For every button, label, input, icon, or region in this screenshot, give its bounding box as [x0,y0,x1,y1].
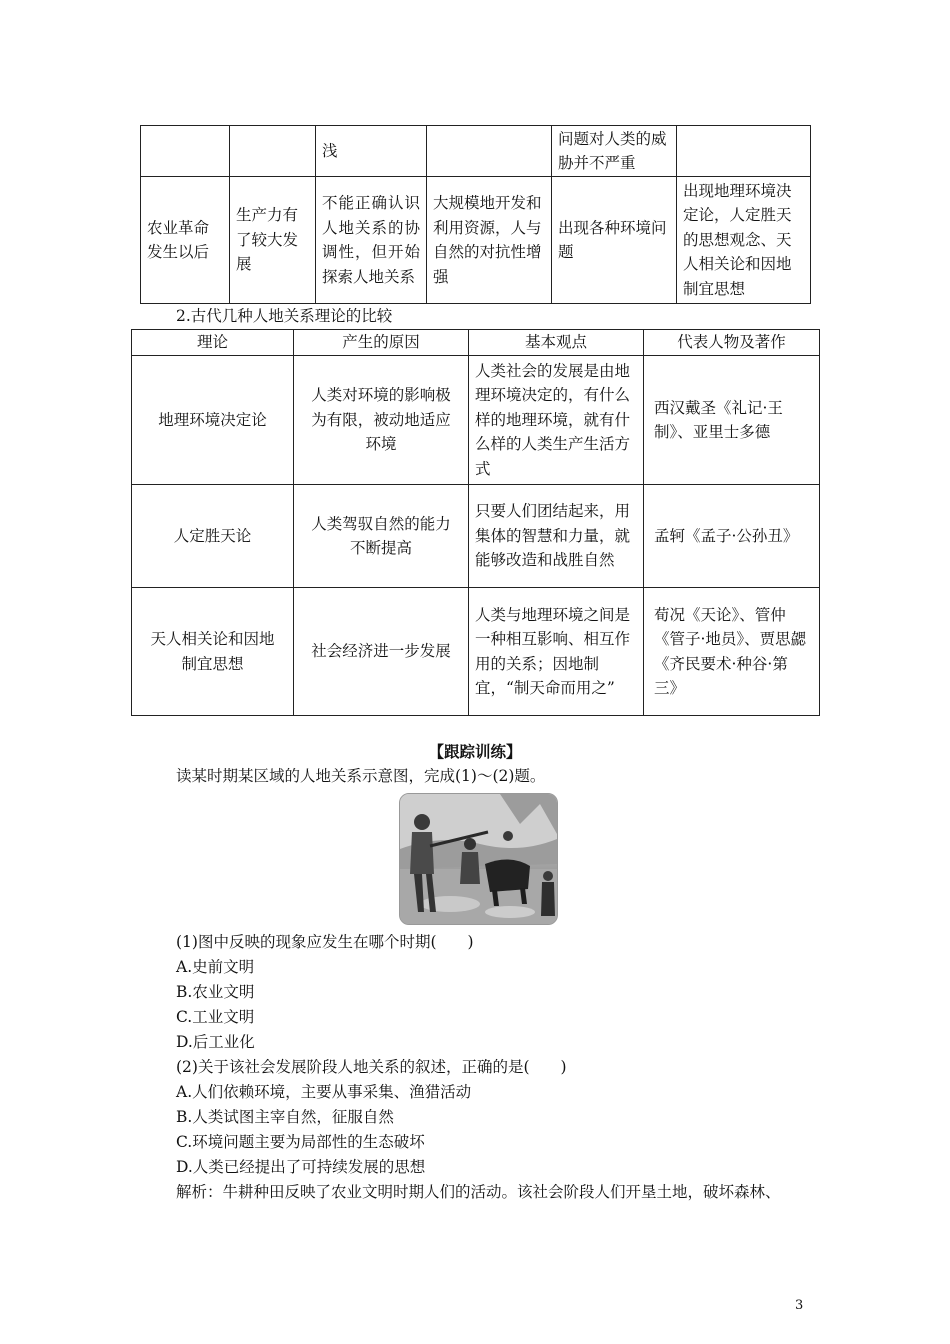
column-header: 理论 [132,330,294,356]
question-1-option-b: B.农业文明 [176,983,255,1001]
table-cell: 荀况《天论》、管仲《管子·地员》、贾思勰《齐民要术·种谷·第三》 [644,588,820,716]
table-header-row [132,330,820,356]
table-human-land-stages [140,125,811,304]
column-header: 基本观点 [469,330,644,356]
table-cell: 西汉戴圣《礼记·王制》、亚里士多德 [644,356,820,485]
table-cell: 人类对环境的影响极为有限，被动地适应环境 [294,356,469,485]
table-cell: 人定胜天论 [132,485,294,588]
section-title: 2.古代几种人地关系理论的比较 [176,307,393,325]
table-cell: 地理环境决定论 [132,356,294,485]
table-cell [230,126,316,177]
table-cell: 农业革命发生以后 [141,177,230,304]
question-2-option-d: D.人类已经提出了可持续发展的思想 [176,1158,426,1176]
table-cell: 天人相关论和因地制宜思想 [132,588,294,716]
table-row [141,126,811,177]
ox-plowing-photo [399,793,558,925]
table-cell: 出现地理环境决定论，人定胜天的思想观念、天人相关论和因地制宜思想 [677,177,811,304]
practice-intro: 读某时期某区域的人地关系示意图，完成(1)～(2)题。 [176,767,546,785]
table-cell: 人类社会的发展是由地理环境决定的，有什么样的地理环境，就有什么样的人类生产生活方式 [469,356,644,485]
table-cell [677,126,811,177]
table-cell: 生产力有了较大发展 [230,177,316,304]
table-row [132,588,820,716]
question-2-option-a: A.人们依赖环境，主要从事采集、渔猎活动 [176,1083,472,1101]
table-cell [141,126,230,177]
table-cell: 出现各种环境问题 [552,177,677,304]
analysis-text: 解析：牛耕种田反映了农业文明时期人们的活动。该社会阶段人们开垦土地，破坏森林、 [176,1183,781,1201]
column-header: 产生的原因 [294,330,469,356]
table-row [132,485,820,588]
column-header: 代表人物及著作 [644,330,820,356]
table-cell: 浅 [316,126,427,177]
practice-title: 【跟踪训练】 [428,742,522,761]
table-row [132,356,820,485]
question-2: (2)关于该社会发展阶段人地关系的叙述，正确的是( ) [176,1058,567,1076]
ox-plowing-illustration [400,794,557,924]
table-cell: 大规模地开发和利用资源，人与自然的对抗性增强 [427,177,552,304]
question-1-option-d: D.后工业化 [176,1033,255,1051]
table-row [141,177,811,304]
table-cell: 人类与地理环境之间是一种相互影响、相互作用的关系；因地制宜，“制天命而用之” [469,588,644,716]
question-1-option-c: C.工业文明 [176,1008,255,1026]
table-cell: 孟轲《孟子·公孙丑》 [644,485,820,588]
table-cell: 不能正确认识人地关系的协调性，但开始探索人地关系 [316,177,427,304]
question-1-option-a: A.史前文明 [176,958,255,976]
question-2-option-c: C.环境问题主要为局部性的生态破坏 [176,1133,425,1151]
table-cell [427,126,552,177]
question-1: (1)图中反映的现象应发生在哪个时期( ) [176,933,474,951]
page-number: 3 [795,1298,804,1313]
table-cell: 社会经济进一步发展 [294,588,469,716]
table-cell: 问题对人类的威胁并不严重 [552,126,677,177]
question-2-option-b: B.人类试图主宰自然，征服自然 [176,1108,394,1126]
table-cell: 人类驾驭自然的能力不断提高 [294,485,469,588]
table-theory-comparison [131,329,820,716]
table-cell: 只要人们团结起来，用集体的智慧和力量，就能够改造和战胜自然 [469,485,644,588]
